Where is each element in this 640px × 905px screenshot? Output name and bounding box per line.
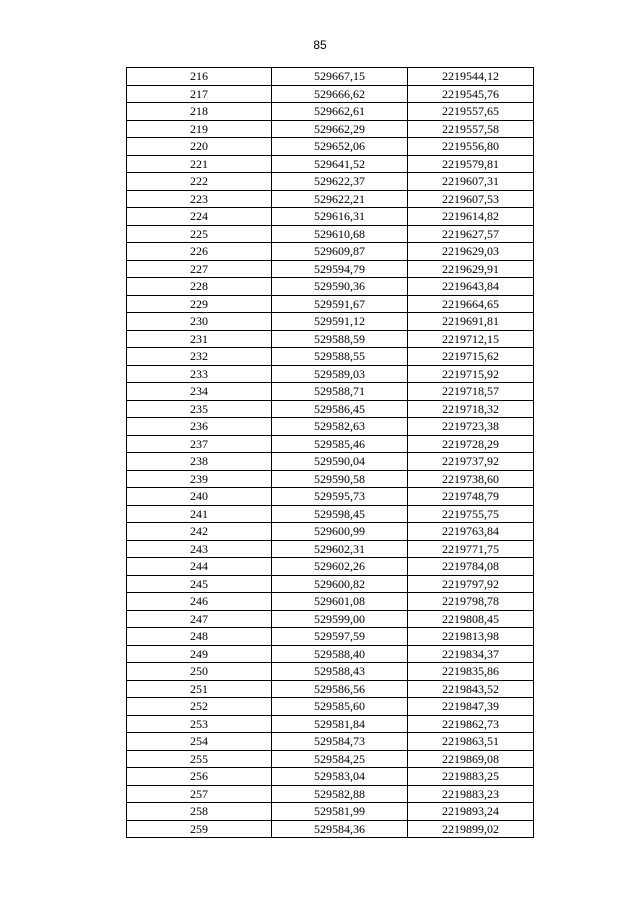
y-coordinate-cell: 2219863,51 (408, 733, 534, 751)
y-coordinate-cell: 2219691,81 (408, 313, 534, 331)
point-number-cell: 242 (127, 523, 272, 541)
table-row (127, 190, 534, 208)
x-coordinate-cell: 529662,61 (272, 103, 408, 121)
x-coordinate-cell: 529582,88 (272, 785, 408, 803)
x-coordinate-cell: 529666,62 (272, 85, 408, 103)
point-number-cell: 236 (127, 418, 272, 436)
y-coordinate-cell: 2219893,24 (408, 803, 534, 821)
table-row (127, 820, 534, 838)
point-number-cell: 229 (127, 295, 272, 313)
y-coordinate-cell: 2219715,62 (408, 348, 534, 366)
x-coordinate-cell: 529595,73 (272, 488, 408, 506)
x-coordinate-cell: 529600,99 (272, 523, 408, 541)
y-coordinate-cell: 2219763,84 (408, 523, 534, 541)
point-number-cell: 237 (127, 435, 272, 453)
table-row (127, 733, 534, 751)
point-number-cell: 257 (127, 785, 272, 803)
table-row (127, 610, 534, 628)
table-row (127, 225, 534, 243)
table-row (127, 120, 534, 138)
table-row (127, 558, 534, 576)
point-number-cell: 250 (127, 663, 272, 681)
table-row (127, 418, 534, 436)
y-coordinate-cell: 2219728,29 (408, 435, 534, 453)
point-number-cell: 243 (127, 540, 272, 558)
y-coordinate-cell: 2219808,45 (408, 610, 534, 628)
x-coordinate-cell: 529652,06 (272, 138, 408, 156)
x-coordinate-cell: 529598,45 (272, 505, 408, 523)
x-coordinate-cell: 529588,59 (272, 330, 408, 348)
y-coordinate-cell: 2219784,08 (408, 558, 534, 576)
y-coordinate-cell: 2219629,03 (408, 243, 534, 261)
x-coordinate-cell: 529602,26 (272, 558, 408, 576)
x-coordinate-cell: 529590,36 (272, 278, 408, 296)
table-row (127, 768, 534, 786)
table-row (127, 785, 534, 803)
x-coordinate-cell: 529585,46 (272, 435, 408, 453)
table-row (127, 243, 534, 261)
y-coordinate-cell: 2219556,80 (408, 138, 534, 156)
table-row (127, 348, 534, 366)
point-number-cell: 238 (127, 453, 272, 471)
point-number-cell: 219 (127, 120, 272, 138)
table-row (127, 295, 534, 313)
y-coordinate-cell: 2219712,15 (408, 330, 534, 348)
table-row (127, 330, 534, 348)
point-number-cell: 245 (127, 575, 272, 593)
x-coordinate-cell: 529582,63 (272, 418, 408, 436)
table-row (127, 803, 534, 821)
y-coordinate-cell: 2219643,84 (408, 278, 534, 296)
x-coordinate-cell: 529588,55 (272, 348, 408, 366)
y-coordinate-cell: 2219797,92 (408, 575, 534, 593)
x-coordinate-cell: 529597,59 (272, 628, 408, 646)
point-number-cell: 221 (127, 155, 272, 173)
point-number-cell: 246 (127, 593, 272, 611)
y-coordinate-cell: 2219557,58 (408, 120, 534, 138)
point-number-cell: 227 (127, 260, 272, 278)
y-coordinate-cell: 2219771,75 (408, 540, 534, 558)
x-coordinate-cell: 529667,15 (272, 68, 408, 86)
table-row (127, 383, 534, 401)
x-coordinate-cell: 529581,99 (272, 803, 408, 821)
y-coordinate-cell: 2219545,76 (408, 85, 534, 103)
y-coordinate-cell: 2219835,86 (408, 663, 534, 681)
y-coordinate-cell: 2219718,32 (408, 400, 534, 418)
y-coordinate-cell: 2219899,02 (408, 820, 534, 838)
table-row (127, 540, 534, 558)
y-coordinate-cell: 2219614,82 (408, 208, 534, 226)
point-number-cell: 235 (127, 400, 272, 418)
table-row (127, 68, 534, 86)
table-row (127, 435, 534, 453)
table-row (127, 313, 534, 331)
point-number-cell: 248 (127, 628, 272, 646)
x-coordinate-cell: 529590,04 (272, 453, 408, 471)
point-number-cell: 224 (127, 208, 272, 226)
y-coordinate-cell: 2219607,31 (408, 173, 534, 191)
x-coordinate-cell: 529641,52 (272, 155, 408, 173)
y-coordinate-cell: 2219738,60 (408, 470, 534, 488)
table-row (127, 628, 534, 646)
table-row (127, 715, 534, 733)
x-coordinate-cell: 529586,45 (272, 400, 408, 418)
table-row (127, 278, 534, 296)
table-row (127, 488, 534, 506)
y-coordinate-cell: 2219579,81 (408, 155, 534, 173)
x-coordinate-cell: 529600,82 (272, 575, 408, 593)
x-coordinate-cell: 529622,21 (272, 190, 408, 208)
y-coordinate-cell: 2219748,79 (408, 488, 534, 506)
x-coordinate-cell: 529591,12 (272, 313, 408, 331)
point-number-cell: 244 (127, 558, 272, 576)
table-row (127, 103, 534, 121)
point-number-cell: 233 (127, 365, 272, 383)
table-row (127, 155, 534, 173)
y-coordinate-cell: 2219715,92 (408, 365, 534, 383)
y-coordinate-cell: 2219737,92 (408, 453, 534, 471)
table-row (127, 505, 534, 523)
table-row (127, 523, 534, 541)
table-row (127, 663, 534, 681)
table-row (127, 453, 534, 471)
x-coordinate-cell: 529591,67 (272, 295, 408, 313)
x-coordinate-cell: 529584,36 (272, 820, 408, 838)
x-coordinate-cell: 529616,31 (272, 208, 408, 226)
y-coordinate-cell: 2219627,57 (408, 225, 534, 243)
point-number-cell: 255 (127, 750, 272, 768)
table-row (127, 208, 534, 226)
x-coordinate-cell: 529599,00 (272, 610, 408, 628)
y-coordinate-cell: 2219629,91 (408, 260, 534, 278)
x-coordinate-cell: 529662,29 (272, 120, 408, 138)
point-number-cell: 239 (127, 470, 272, 488)
x-coordinate-cell: 529586,56 (272, 680, 408, 698)
x-coordinate-cell: 529583,04 (272, 768, 408, 786)
coordinates-table-body (127, 68, 534, 838)
x-coordinate-cell: 529589,03 (272, 365, 408, 383)
y-coordinate-cell: 2219869,08 (408, 750, 534, 768)
point-number-cell: 234 (127, 383, 272, 401)
y-coordinate-cell: 2219718,57 (408, 383, 534, 401)
point-number-cell: 218 (127, 103, 272, 121)
point-number-cell: 217 (127, 85, 272, 103)
point-number-cell: 223 (127, 190, 272, 208)
point-number-cell: 252 (127, 698, 272, 716)
table-row (127, 173, 534, 191)
table-row (127, 575, 534, 593)
x-coordinate-cell: 529588,43 (272, 663, 408, 681)
y-coordinate-cell: 2219557,65 (408, 103, 534, 121)
x-coordinate-cell: 529590,58 (272, 470, 408, 488)
table-row (127, 260, 534, 278)
table-row (127, 470, 534, 488)
x-coordinate-cell: 529588,71 (272, 383, 408, 401)
y-coordinate-cell: 2219544,12 (408, 68, 534, 86)
table-row (127, 365, 534, 383)
point-number-cell: 253 (127, 715, 272, 733)
y-coordinate-cell: 2219664,65 (408, 295, 534, 313)
point-number-cell: 216 (127, 68, 272, 86)
y-coordinate-cell: 2219834,37 (408, 645, 534, 663)
point-number-cell: 256 (127, 768, 272, 786)
x-coordinate-cell: 529610,68 (272, 225, 408, 243)
x-coordinate-cell: 529622,37 (272, 173, 408, 191)
point-number-cell: 254 (127, 733, 272, 751)
coordinates-table (126, 67, 534, 838)
x-coordinate-cell: 529602,31 (272, 540, 408, 558)
y-coordinate-cell: 2219883,23 (408, 785, 534, 803)
y-coordinate-cell: 2219607,53 (408, 190, 534, 208)
x-coordinate-cell: 529609,87 (272, 243, 408, 261)
table-row (127, 698, 534, 716)
point-number-cell: 240 (127, 488, 272, 506)
table-row (127, 85, 534, 103)
table-row (127, 680, 534, 698)
y-coordinate-cell: 2219723,38 (408, 418, 534, 436)
y-coordinate-cell: 2219755,75 (408, 505, 534, 523)
y-coordinate-cell: 2219862,73 (408, 715, 534, 733)
x-coordinate-cell: 529594,79 (272, 260, 408, 278)
point-number-cell: 251 (127, 680, 272, 698)
table-row (127, 593, 534, 611)
x-coordinate-cell: 529588,40 (272, 645, 408, 663)
x-coordinate-cell: 529581,84 (272, 715, 408, 733)
point-number-cell: 230 (127, 313, 272, 331)
y-coordinate-cell: 2219813,98 (408, 628, 534, 646)
y-coordinate-cell: 2219883,25 (408, 768, 534, 786)
x-coordinate-cell: 529584,73 (272, 733, 408, 751)
point-number-cell: 220 (127, 138, 272, 156)
table-row (127, 138, 534, 156)
y-coordinate-cell: 2219798,78 (408, 593, 534, 611)
point-number-cell: 222 (127, 173, 272, 191)
y-coordinate-cell: 2219843,52 (408, 680, 534, 698)
table-row (127, 645, 534, 663)
point-number-cell: 226 (127, 243, 272, 261)
page-number: 85 (313, 38, 327, 52)
table-row (127, 750, 534, 768)
x-coordinate-cell: 529601,08 (272, 593, 408, 611)
point-number-cell: 228 (127, 278, 272, 296)
point-number-cell: 231 (127, 330, 272, 348)
point-number-cell: 225 (127, 225, 272, 243)
table-row (127, 400, 534, 418)
point-number-cell: 241 (127, 505, 272, 523)
y-coordinate-cell: 2219847,39 (408, 698, 534, 716)
point-number-cell: 232 (127, 348, 272, 366)
point-number-cell: 258 (127, 803, 272, 821)
x-coordinate-cell: 529585,60 (272, 698, 408, 716)
point-number-cell: 259 (127, 820, 272, 838)
x-coordinate-cell: 529584,25 (272, 750, 408, 768)
point-number-cell: 249 (127, 645, 272, 663)
point-number-cell: 247 (127, 610, 272, 628)
